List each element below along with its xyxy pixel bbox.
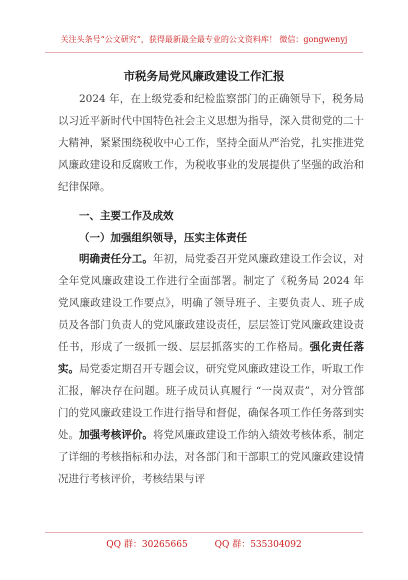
lead-strengthen-implementation: 强化责任落实。 <box>58 341 365 375</box>
text-strengthen-assessment: 将党风廉政建设工作纳入绩效考核体系，制定了详细的考核指标和办法，对各部门和干部职工的党风廉政建设情况进行考核评价，考核结果与评 <box>58 429 365 485</box>
subsection-heading-1-1: （一）加强组织领导，压实主体责任 <box>79 232 247 244</box>
document-body <box>58 88 364 249</box>
text-clarify-responsibility: 年初，局党委召开党风廉政建设工作会议，对全年党风廉政建设工作进行全面部署。制定了《税务局 2024 年党风廉政建设工作要点》，明确了领导班子、主要负责人、班子成员及各部门负责人的党风廉政建设责任，层层签订党风廉政建设责任书，形成了一级抓一级、层层抓落实的工作格局。 <box>58 253 365 353</box>
qq-group-2: QQ 群：535304092 <box>214 540 302 550</box>
promo-header: 关注头条号“公文研究”，获得最新最全最专业的公文资料库！ 微信：gongwenyj <box>60 35 348 44</box>
responsibility-paragraph <box>58 248 364 490</box>
document-title: 市税务局党风廉政建设工作汇报 <box>123 69 285 83</box>
section-body <box>58 248 364 490</box>
qq-group-1: QQ 群：30265665 <box>106 540 188 550</box>
lead-strengthen-assessment: 加强考核评价。 <box>79 429 153 441</box>
lead-clarify-responsibility: 明确责任分工。 <box>79 253 153 265</box>
section-heading-1: 一、主要工作及成效 <box>79 210 174 222</box>
intro-paragraph: 2024 年，在上级党委和纪检监察部门的正确领导下，税务局以习近平新时代中国特色社会主义思想为指导，深入贯彻党的二十大精神，紧紧围绕税收中心工作，坚持全面从严治党，扎实推进党风廉政建设和反腐败工作，为税收事业的发展提供了坚强的政治和纪律保障。 <box>58 93 364 193</box>
text-strengthen-implementation: 局党委定期召开专题会议，研究党风廉政建设工作，听取工作汇报，解决存在问题。班子成员认真履行 “一岗双责”，对分管部门的党风廉政建设工作进行指导和督促，确保各项工作任务落到实处。 <box>58 363 365 441</box>
header-divider <box>45 52 363 53</box>
promo-footer <box>0 537 408 550</box>
footer-divider <box>45 532 363 533</box>
